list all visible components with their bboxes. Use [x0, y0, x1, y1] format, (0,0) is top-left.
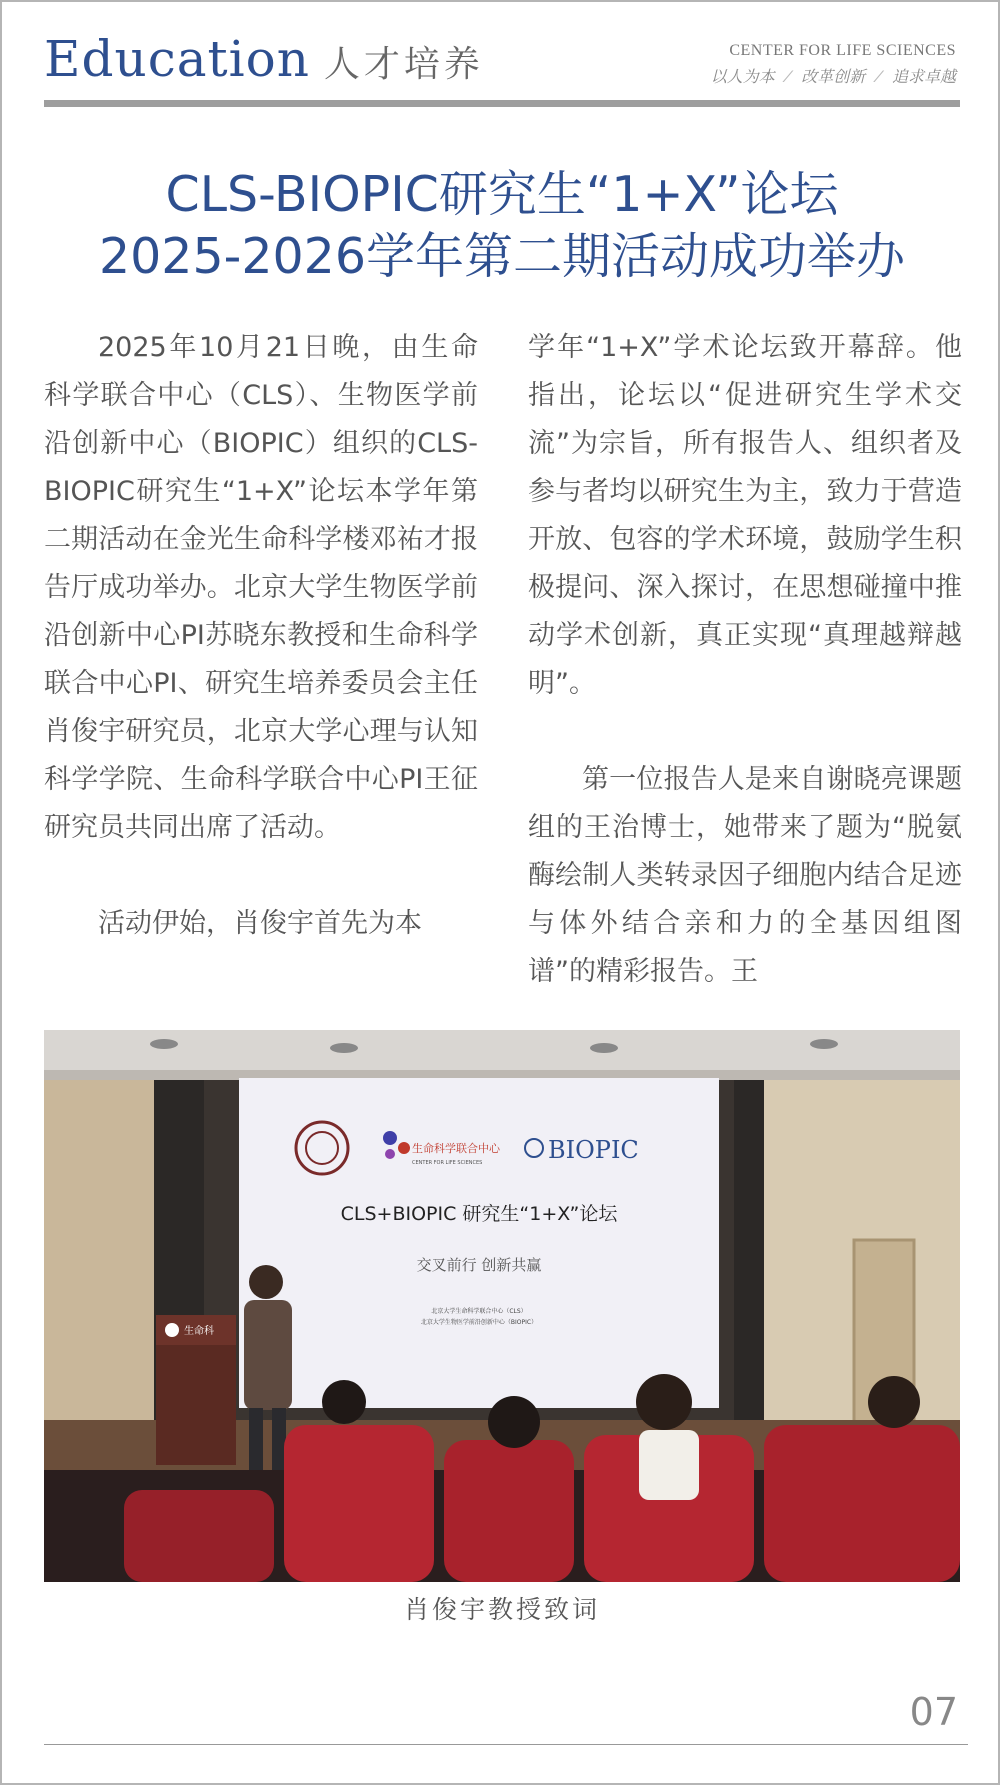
paragraph: 学年“1+X”学术论坛致开幕辞。他指出，论坛以“促进研究生学术交流”为宗旨，所有报告人、组织者及参与者均以研究生为主，致力于营造开放、包容的学术环境，鼓励学生积极提问、深入探讨，在思想碰撞中推动学术创新，真正实现“真理越辩越明”。 [528, 332, 962, 699]
publication-header [711, 42, 956, 87]
header-divider [44, 100, 960, 107]
motto-separator: ⁄ [877, 67, 880, 86]
title-line-1: CLS-BIOPIC研究生“1+X”论坛 [165, 166, 839, 223]
title-line-2: 2025-2026学年第二期活动成功举办 [98, 228, 906, 285]
motto-item: 以人为本 [710, 67, 775, 86]
slide-logo-cls: 生命科学联合中心 [412, 1142, 500, 1155]
slide-org-1: 北京大学生命科学联合中心（CLS） [431, 1308, 527, 1315]
paragraph: 2025年10月21日晚，由生命科学联合中心（CLS）、生物医学前沿创新中心（BIOPIC）组织的CLS-BIOPIC研究生“1+X”论坛本学年第二期活动在金光生命科学楼邓祐才报告厅成功举办。北京大学生物医学前沿创新中心PI苏晓东教授和生命科学联合中心PI、研究生培养委员会主任肖俊宇研究员，北京大学心理与认知科学学院、生命科学联合中心PI王征研究员共同出席了活动。 [44, 332, 478, 843]
slide-logo-cls-en: CENTER FOR LIFE SCIENCES [412, 1160, 483, 1166]
article-title [32, 164, 972, 288]
section-title-cn: 人才培养 [323, 44, 484, 85]
footer-divider [44, 1744, 968, 1745]
section-title-en: Education [44, 30, 310, 88]
org-name: CENTER FOR LIFE SCIENCES [729, 42, 956, 59]
right-column [528, 324, 962, 996]
motto-item: 改革创新 [801, 67, 866, 86]
podium-label: 生命科 [184, 1326, 214, 1337]
slide-title: CLS+BIOPIC 研究生“1+X”论坛 [340, 1203, 618, 1225]
motto-separator: ⁄ [786, 67, 790, 86]
slide-logo-biopic: BIOPIC [548, 1136, 639, 1164]
section-header [44, 30, 484, 88]
left-column [44, 324, 478, 948]
motto [711, 64, 956, 87]
paragraph: 活动伊始，肖俊宇首先为本 [98, 908, 422, 939]
slide-motto: 交叉前行 创新共赢 [416, 1256, 542, 1274]
photo-caption: 肖俊宇教授致词 [403, 1595, 600, 1624]
motto-item: 追求卓越 [891, 67, 956, 86]
paragraph: 第一位报告人是来自谢晓亮课题组的王治博士，她带来了题为“脱氨酶绘制人类转录因子细胞内结合足迹与体外结合亲和力的全基因组图谱”的精彩报告。王 [528, 764, 962, 987]
slide-org-2: 北京大学生物医学前沿创新中心（BIOPIC） [420, 1319, 538, 1326]
page-number: 07 [909, 1690, 958, 1734]
event-photo [44, 1030, 960, 1582]
